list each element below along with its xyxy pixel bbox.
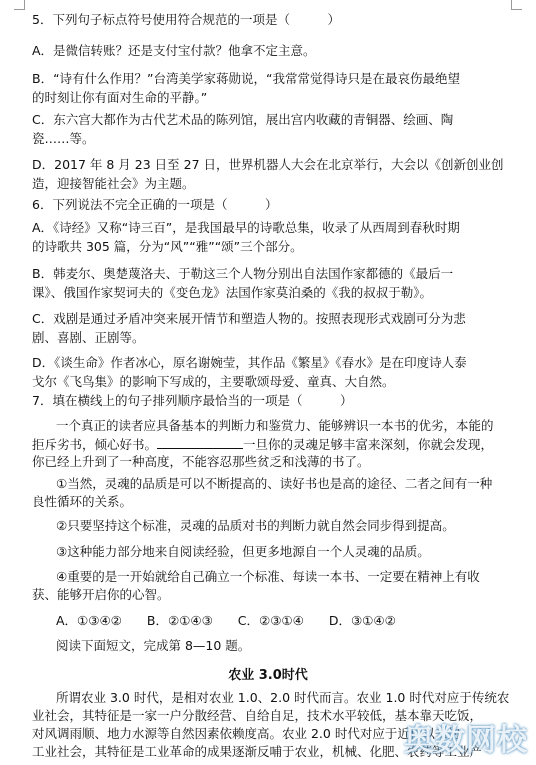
reading-instruction: 阅读下面短文，完成第 8—10 题。 xyxy=(56,638,251,653)
q5-option-d: D．2017 年 8 月 23 日至 27 日，世界机器人大会在北京举行，大会以《创新创业创 xyxy=(32,157,504,172)
question-7-stem: 7．填在横线上的句子排列顺序最恰当的一项是（ ） xyxy=(32,393,353,408)
q6-option-a: A．《诗经》又称“诗三百”，是我国最早的诗歌总集，收录了从西周到春秋时期 xyxy=(32,220,460,235)
passage-line: 所谓农业 3.0 时代，是相对农业 1.0、2.0 时代而言。农业 1.0 时代对应于传统农 xyxy=(56,690,510,705)
q5-option-b: B．“诗有什么作用？”台湾美学家蒋勋说，“我常常觉得诗只是在最哀伤最绝望 xyxy=(32,71,461,86)
q7-choices: A．①③④② B．②①④③ C．②③①④ D．③①④② xyxy=(56,613,396,628)
page-corner-mark xyxy=(14,0,25,10)
q7-sentence-1-cont: 良性循环的关系。 xyxy=(32,494,133,509)
q7-sentence-4-cont: 获、能够开启你的心智。 xyxy=(32,587,170,602)
q6-option-c-cont: 剧、喜剧、正剧等。 xyxy=(32,330,145,345)
q6-option-a-cont: 的诗歌共 305 篇，分为“风”“雅”“颂”三个部分。 xyxy=(32,239,303,254)
passage-line: 工业社会，其特征是工业革命的成果逐渐反哺于农业，机械、化肥、农药等工业产 xyxy=(32,744,483,759)
q7-sentence-2: ②只要坚持这个标准，灵魂的品质对书的判断力就自然会同步得到提高。 xyxy=(56,518,455,533)
q7-passage-cont xyxy=(32,436,493,453)
q6-option-d: D．《谈生命》作者冰心，原名谢婉莹，其作品《繁星》《春水》是在印度诗人泰 xyxy=(32,355,467,370)
q5-option-d-cont: 造，迎接智能社会》为主题。 xyxy=(32,176,195,191)
q7-passage-text: 拒斥劣书，倾心好书。 xyxy=(32,437,158,452)
q6-option-c: C．戏剧是通过矛盾冲突来展开情节和塑造人物的。按照表现形式戏剧可分为悲 xyxy=(32,311,466,326)
watermark-logo: 奥数网校 xyxy=(404,723,528,758)
q6-option-b: B．韩麦尔、奥楚蔑洛夫、于勒这三个人物分别出自法国作家都德的《最后一 xyxy=(32,266,454,281)
q5-option-c: C．东六宫大都作为古代艺术品的陈列馆，展出宫内收藏的青铜器、绘画、陶 xyxy=(32,112,454,127)
q7-sentence-1: ①当然，灵魂的品质是可以不断提高的、读好书也是高的途径、二者之间有一种 xyxy=(56,476,493,491)
page-corner-mark xyxy=(511,0,522,10)
q7-sentence-4: ④重要的是一开始就给自己确立一个标准、每读一本书、一定要在精神上有收 xyxy=(56,569,480,584)
q6-option-b-cont: 课》、俄国作家契诃夫的《变色龙》法国作家莫泊桑的《我的叔叔于勒》。 xyxy=(32,285,433,300)
question-5-stem: 5．下列句子标点符号使用符合规范的一项是（ ） xyxy=(32,12,340,27)
passage-line: 对风调雨顺、地力水源等自然因素依赖度高。农业 2.0 时代对应于近代以来的 xyxy=(32,726,460,741)
q6-option-d-cont: 戈尔《飞鸟集》的影响下写成的，主要歌颂母爱、童真、大自然。 xyxy=(32,374,395,389)
q7-passage: 一个真正的读者应具备基本的判断力和鉴赏力、能够辨识一本书的优劣，本能的 xyxy=(56,418,494,433)
passage-title: 农业 3.0时代 xyxy=(228,668,308,683)
question-6-stem: 6．下列说法不完全正确的一项是（ ） xyxy=(32,197,278,212)
fill-blank-line xyxy=(157,436,243,449)
q7-passage-text: 一旦你的灵魂足够丰富来深刻，你就会发现， xyxy=(243,437,494,452)
q7-sentence-3: ③这种能力部分地来自阅读经验，但更多地源自一个人灵魂的品质。 xyxy=(56,544,430,559)
q5-option-a: A．是微信转账？还是支付宝付款？他拿不定主意。 xyxy=(32,43,316,58)
q7-passage-cont: 你已经上升到了一种高度，不能容忍那些贫乏和浅薄的书了。 xyxy=(32,454,370,469)
q5-option-b-cont: 的时刻让你有面对生命的平静。” xyxy=(32,90,208,105)
q5-option-c-cont: 瓷……等。 xyxy=(32,131,95,146)
passage-line: 业社会，其特征是一家一户分散经营、自给自足，技术水平较低，基本靠天吃饭， xyxy=(32,708,483,723)
